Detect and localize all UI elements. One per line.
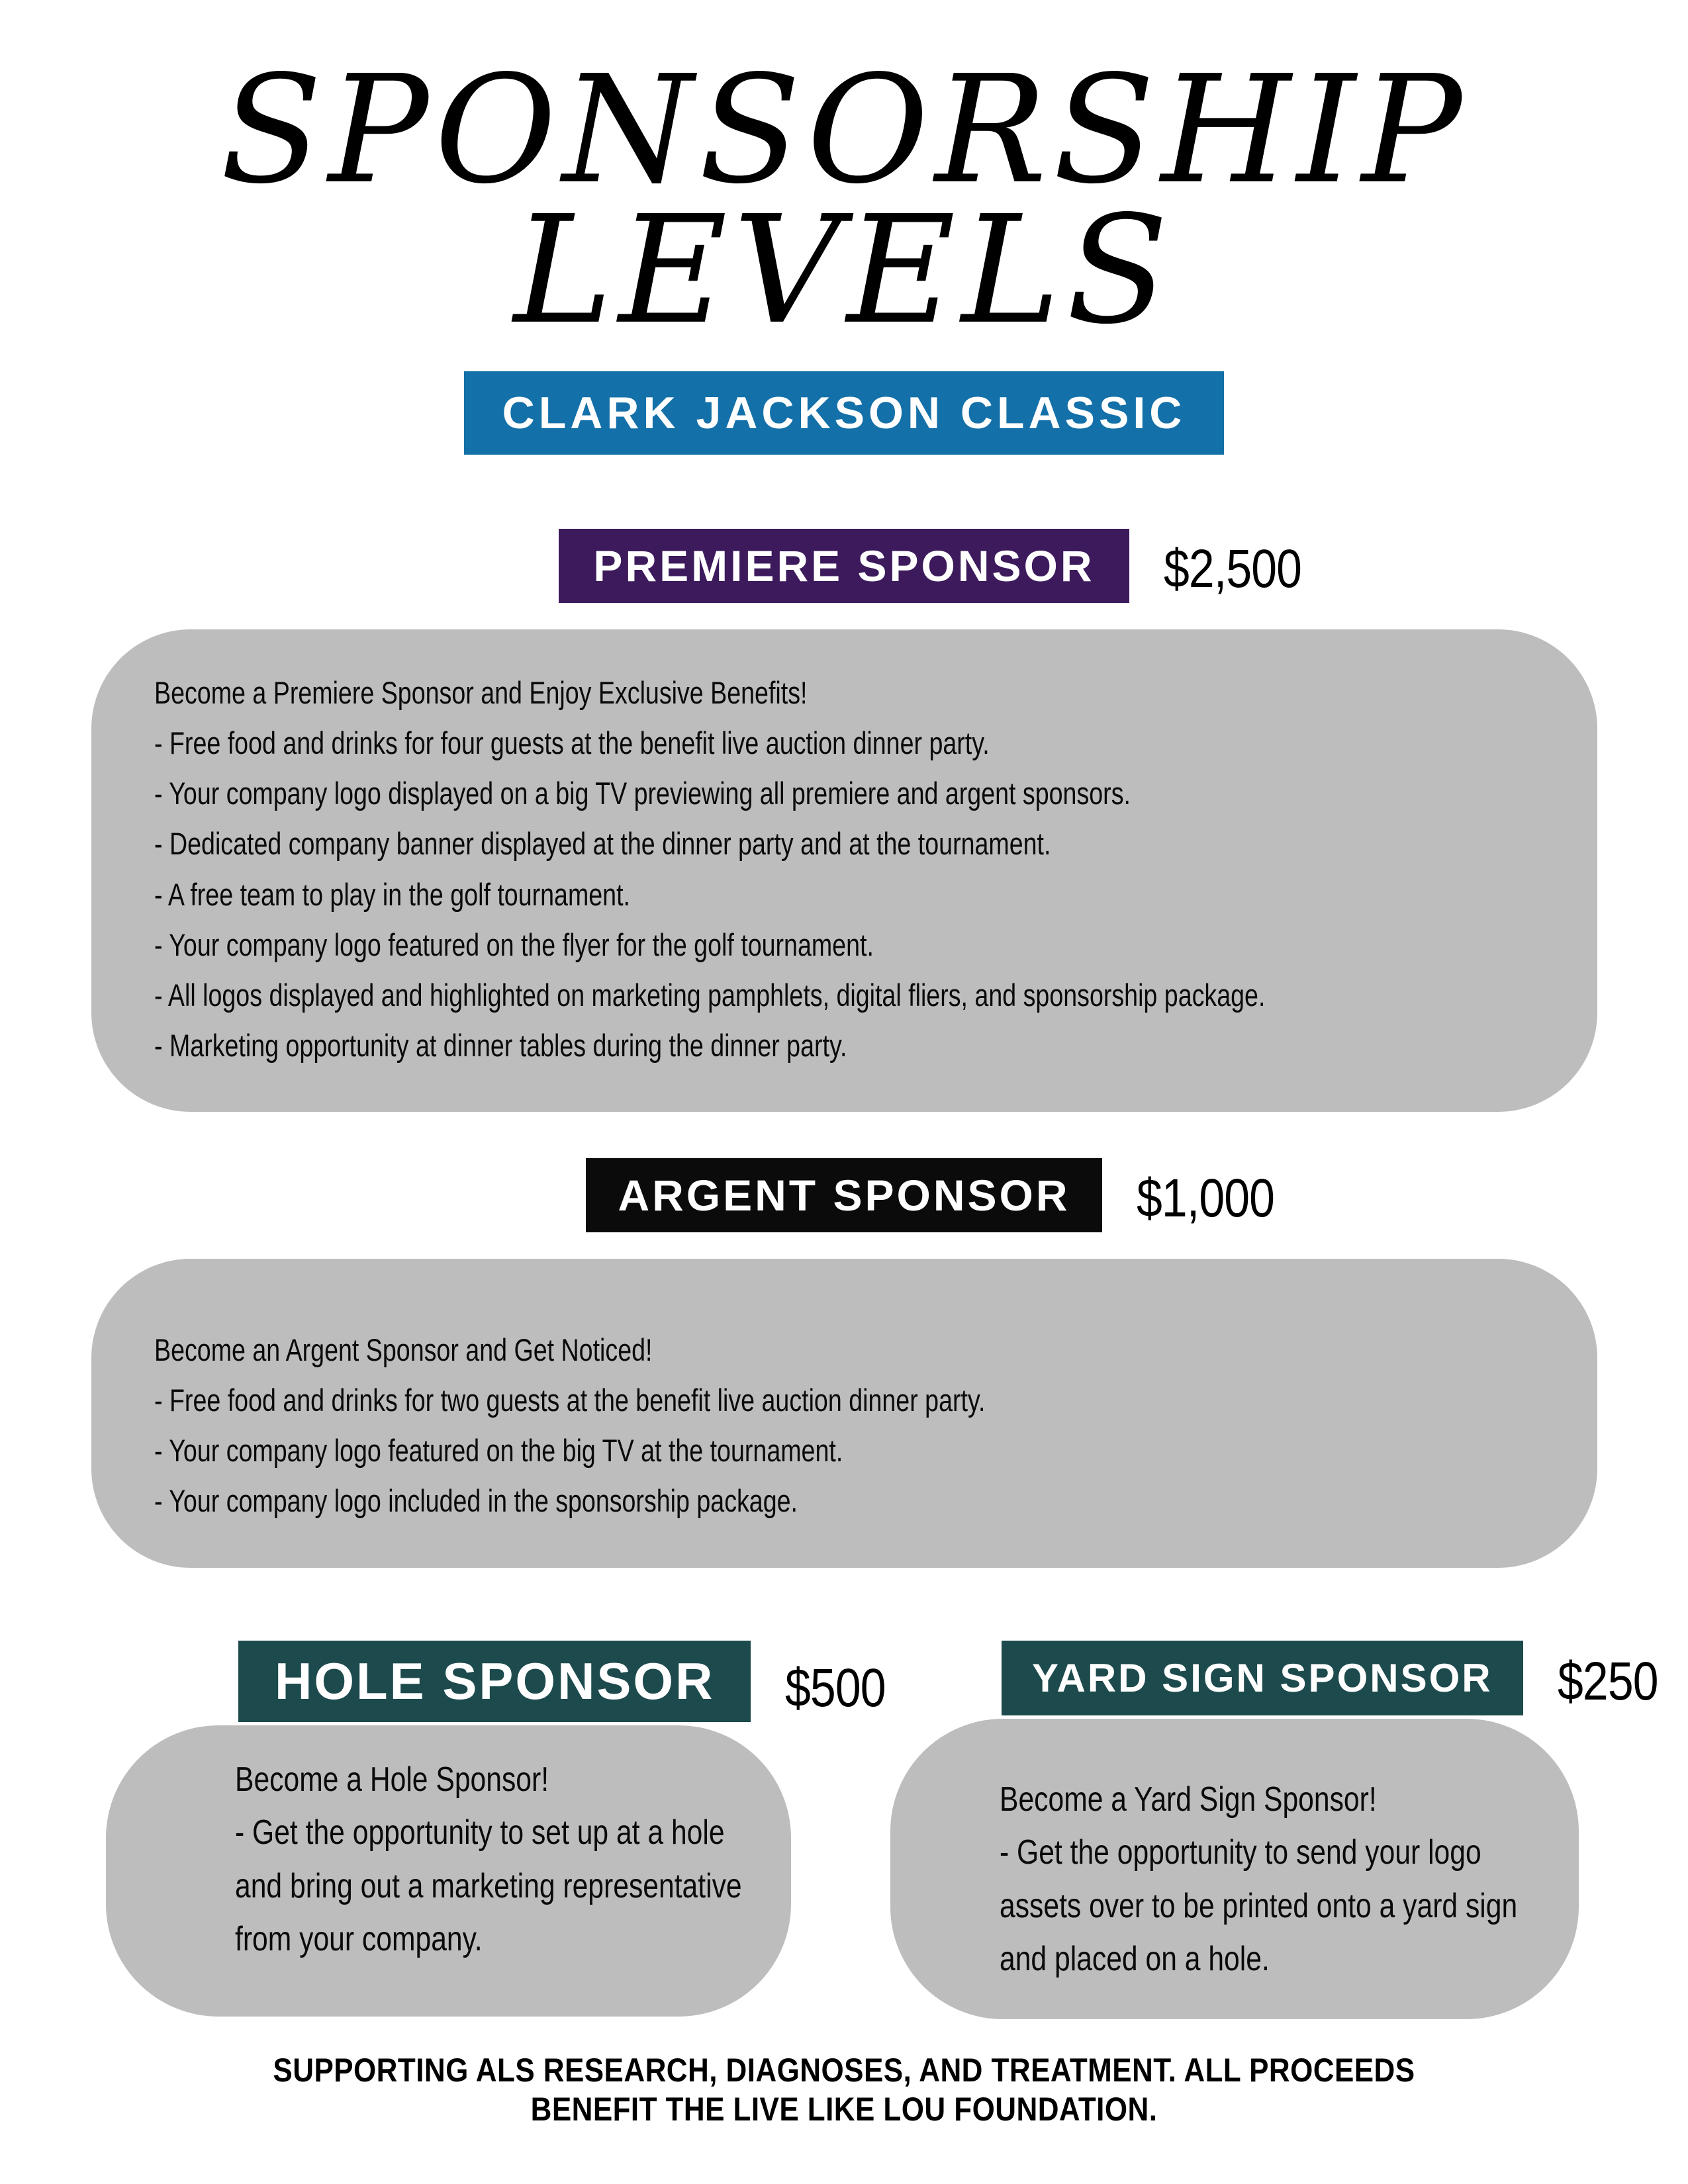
argent-sponsor-intro: Become an Argent Sponsor and Get Noticed!: [154, 1332, 652, 1367]
argent-sponsor-price: $1,000: [1136, 1168, 1274, 1228]
argent-sponsor-card: [91, 1259, 1597, 1568]
premiere-sponsor-card: [91, 629, 1597, 1112]
argent-sponsor-header: [586, 1158, 1274, 1232]
benefit-item: - A free team to play in the golf tournament.: [154, 876, 630, 912]
yard-sign-sponsor-price: $250: [1557, 1651, 1658, 1711]
yard-sign-sponsor-section: [890, 1641, 1658, 2019]
yard-sign-sponsor-benefits: [1000, 1826, 1539, 1986]
premiere-sponsor-name-bar: PREMIERE SPONSOR: [559, 529, 1129, 603]
benefit-item: - Get the opportunity to set up at a hole and bring out a marketing representative from your company.: [235, 1813, 742, 1959]
yard-sign-sponsor-header: [1002, 1641, 1658, 1715]
benefit-item: - Marketing opportunity at dinner tables during the dinner party.: [154, 1027, 847, 1063]
hole-sponsor-name-bar: HOLE SPONSOR: [238, 1641, 751, 1722]
page-title: [0, 44, 1688, 357]
benefit-item: - Free food and drinks for two guests at the benefit live auction dinner party.: [154, 1383, 985, 1418]
hole-sponsor-intro: Become a Hole Sponsor!: [235, 1760, 549, 1799]
premiere-sponsor-benefits: [154, 718, 1534, 1071]
benefit-item: - Your company logo included in the sponsorship package.: [154, 1483, 798, 1519]
hole-sponsor-card: [106, 1725, 791, 2017]
hole-sponsor-header: [238, 1641, 886, 1722]
benefit-item: - Free food and drinks for four guests at the benefit live auction dinner party.: [154, 725, 990, 761]
yard-sign-sponsor-name-bar: YARD SIGN SPONSOR: [1002, 1641, 1523, 1715]
hole-sponsor-card-text: [235, 1753, 755, 1966]
argent-sponsor-section: [0, 1158, 1688, 1568]
yard-sign-sponsor-card-text: [1000, 1773, 1539, 1986]
argent-sponsor-benefits: [154, 1375, 1534, 1526]
footer-note: SUPPORTING ALS RESEARCH, DIAGNOSES, AND TREATMENT. ALL PROCEEDS BENEFIT THE LIVE LIKE LOU FOUNDATION.: [273, 2051, 1415, 2128]
benefit-item: - All logos displayed and highlighted on marketing pamphlets, digital fliers, and sponsorship package.: [154, 977, 1265, 1013]
benefit-item: - Your company logo featured on the big TV at the tournament.: [154, 1433, 843, 1469]
hole-sponsor-benefits: [235, 1806, 755, 1966]
bottom-tier-row: [106, 1641, 1658, 2019]
yard-sign-sponsor-intro: Become a Yard Sign Sponsor!: [1000, 1780, 1377, 1819]
argent-sponsor-card-text: [154, 1325, 1534, 1527]
benefit-item: - Get the opportunity to send your logo assets over to be printed onto a yard sign and placed on a hole.: [1000, 1833, 1518, 1979]
benefit-item: - Dedicated company banner displayed at the dinner party and at the tournament.: [154, 826, 1051, 862]
premiere-sponsor-intro: Become a Premiere Sponsor and Enjoy Exclusive Benefits!: [154, 675, 807, 710]
page-title-line-1: SPONSORSHIP: [220, 44, 1468, 217]
hole-sponsor-price: $500: [785, 1657, 886, 1718]
event-name-badge: CLARK JACKSON CLASSIC: [464, 371, 1225, 455]
benefit-item: - Your company logo featured on the flyer for the golf tournament.: [154, 927, 874, 962]
page-title-line-2: LEVELS: [514, 183, 1174, 357]
premiere-sponsor-section: [0, 529, 1688, 1112]
premiere-sponsor-header: [559, 529, 1301, 603]
premiere-sponsor-price: $2,500: [1163, 539, 1301, 599]
premiere-sponsor-card-text: [154, 668, 1534, 1071]
yard-sign-sponsor-card: [890, 1719, 1579, 2019]
hole-sponsor-section: [106, 1641, 886, 2019]
benefit-item: - Your company logo displayed on a big TV previewing all premiere and argent sponsors.: [154, 776, 1131, 811]
argent-sponsor-name-bar: ARGENT SPONSOR: [586, 1158, 1102, 1232]
